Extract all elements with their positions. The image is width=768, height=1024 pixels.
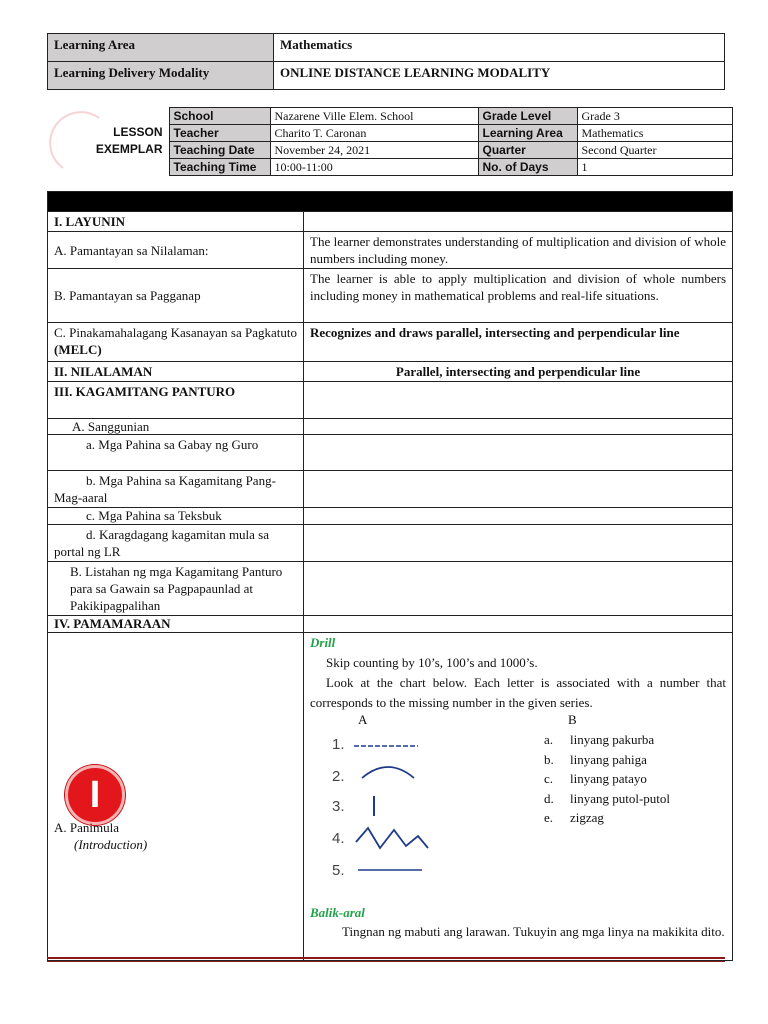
lesson-plan-table — [47, 191, 733, 961]
modality-value: ONLINE DISTANCE LEARNING MODALITY — [274, 62, 725, 90]
logo-text-lesson: LESSON — [113, 124, 163, 139]
choices-list — [544, 730, 670, 828]
drill-instruction-1: Skip counting by 10’s, 100’s and 1000’s. — [326, 655, 538, 670]
learning-area-label: Learning Area — [48, 34, 274, 62]
school-value: Nazarene Ville Elem. School — [270, 108, 478, 125]
listahan-label: B. Listahan ng mga Kagamitang Panturo para sa Gawain sa Pagpapaunlad at Pakikipagpalihan — [48, 562, 304, 616]
portal-lr-label: d. Karagdagang kagamitan mula sa portal ng LR — [48, 525, 304, 562]
sanggunian-label: A. Sanggunian — [48, 419, 304, 435]
line-number-3: 3. — [332, 798, 345, 815]
drill-instruction-2: Look at the chart below. Each letter is associated with a number that corresponds to the missing number in the given series. — [310, 675, 726, 710]
quarter-value: Second Quarter — [577, 142, 733, 159]
kagamitan-heading: III. KAGAMITANG PANTURO — [48, 382, 304, 419]
teksbuk-label: c. Mga Pahina sa Teksbuk — [48, 508, 304, 525]
area-label: Learning Area — [478, 125, 577, 142]
days-label: No. of Days — [478, 159, 577, 176]
header-bar — [48, 192, 733, 212]
lesson-exemplar-logo — [47, 108, 169, 176]
nilalaman-heading: II. NILALAMAN — [48, 362, 304, 382]
panimula-cell — [48, 633, 304, 961]
kagamitang-mag-aaral-label: b. Mga Pahina sa Kagamitang Pang-Mag-aaral — [48, 471, 304, 508]
column-b-heading: B — [568, 712, 577, 727]
pamantayan-nilalaman-text: The learner demonstrates understanding of multiplication and division of whole numbers including money. — [304, 232, 733, 269]
line-drawings-icon — [332, 736, 442, 886]
column-a-heading: A — [358, 712, 368, 727]
pamantayan-pagganap-label: B. Pamantayan sa Pagganap — [48, 269, 304, 323]
line-number-1: 1. — [332, 736, 345, 753]
grade-value: Grade 3 — [577, 108, 733, 125]
list-item: c. linyang patayo — [544, 771, 647, 786]
days-value: 1 — [577, 159, 733, 176]
panimula-label: A. Panimula — [54, 820, 119, 835]
info-table — [47, 33, 725, 90]
time-label: Teaching Time — [169, 159, 270, 176]
melc-text: Recognizes and draws parallel, intersecting and perpendicular line — [304, 323, 733, 362]
quarter-label: Quarter — [478, 142, 577, 159]
gabay-ng-guro-label: a. Mga Pahina sa Gabay ng Guro — [48, 435, 304, 471]
line-number-2: 2. — [332, 768, 345, 785]
introduction-label: (Introduction) — [74, 837, 148, 852]
melc-label: C. Pinakamahalagang Kasanayan sa Pagkatuto (MELC) — [48, 323, 304, 362]
nilalaman-text: Parallel, intersecting and perpendicular line — [304, 362, 733, 382]
layunin-heading: I. LAYUNIN — [48, 212, 304, 232]
teacher-label: Teacher — [169, 125, 270, 142]
drill-cell — [304, 633, 733, 961]
balik-aral-heading: Balik-aral — [310, 905, 365, 920]
pamamaraan-heading: IV. PAMAMARAAN — [48, 616, 304, 633]
balik-aral-text: Tingnan ng mabuti ang larawan. Tukuyin ang mga linya na makikita dito. — [342, 924, 725, 939]
introduction-badge: I — [65, 765, 125, 825]
area-value: Mathematics — [577, 125, 733, 142]
drill-heading: Drill — [310, 635, 336, 650]
list-item: b. linyang pahiga — [544, 751, 647, 767]
learning-area-value: Mathematics — [274, 34, 725, 62]
pamantayan-pagganap-text: The learner is able to apply multiplication and division of whole numbers including money in mathematical problems and real-life situations. — [304, 269, 733, 323]
date-label: Teaching Date — [169, 142, 270, 159]
list-item: e. zigzag — [544, 810, 604, 825]
list-item: a. linyang pakurba — [544, 732, 655, 747]
time-value: 10:00-11:00 — [270, 159, 478, 176]
line-types-picture — [332, 736, 442, 886]
list-item: d. linyang putol-putol — [544, 790, 671, 806]
grade-label: Grade Level — [478, 108, 577, 125]
footer-divider-bottom — [47, 961, 725, 962]
pamantayan-nilalaman-label: A. Pamantayan sa Nilalaman: — [48, 232, 304, 269]
modality-label: Learning Delivery Modality — [48, 62, 274, 90]
line-number-5: 5. — [332, 862, 345, 879]
lesson-header-table — [47, 107, 733, 176]
school-label: School — [169, 108, 270, 125]
footer-divider-top — [47, 957, 725, 959]
line-number-4: 4. — [332, 830, 345, 847]
date-value: November 24, 2021 — [270, 142, 478, 159]
logo-text-exemplar: EXEMPLAR — [95, 141, 163, 156]
teacher-value: Charito T. Caronan — [270, 125, 478, 142]
